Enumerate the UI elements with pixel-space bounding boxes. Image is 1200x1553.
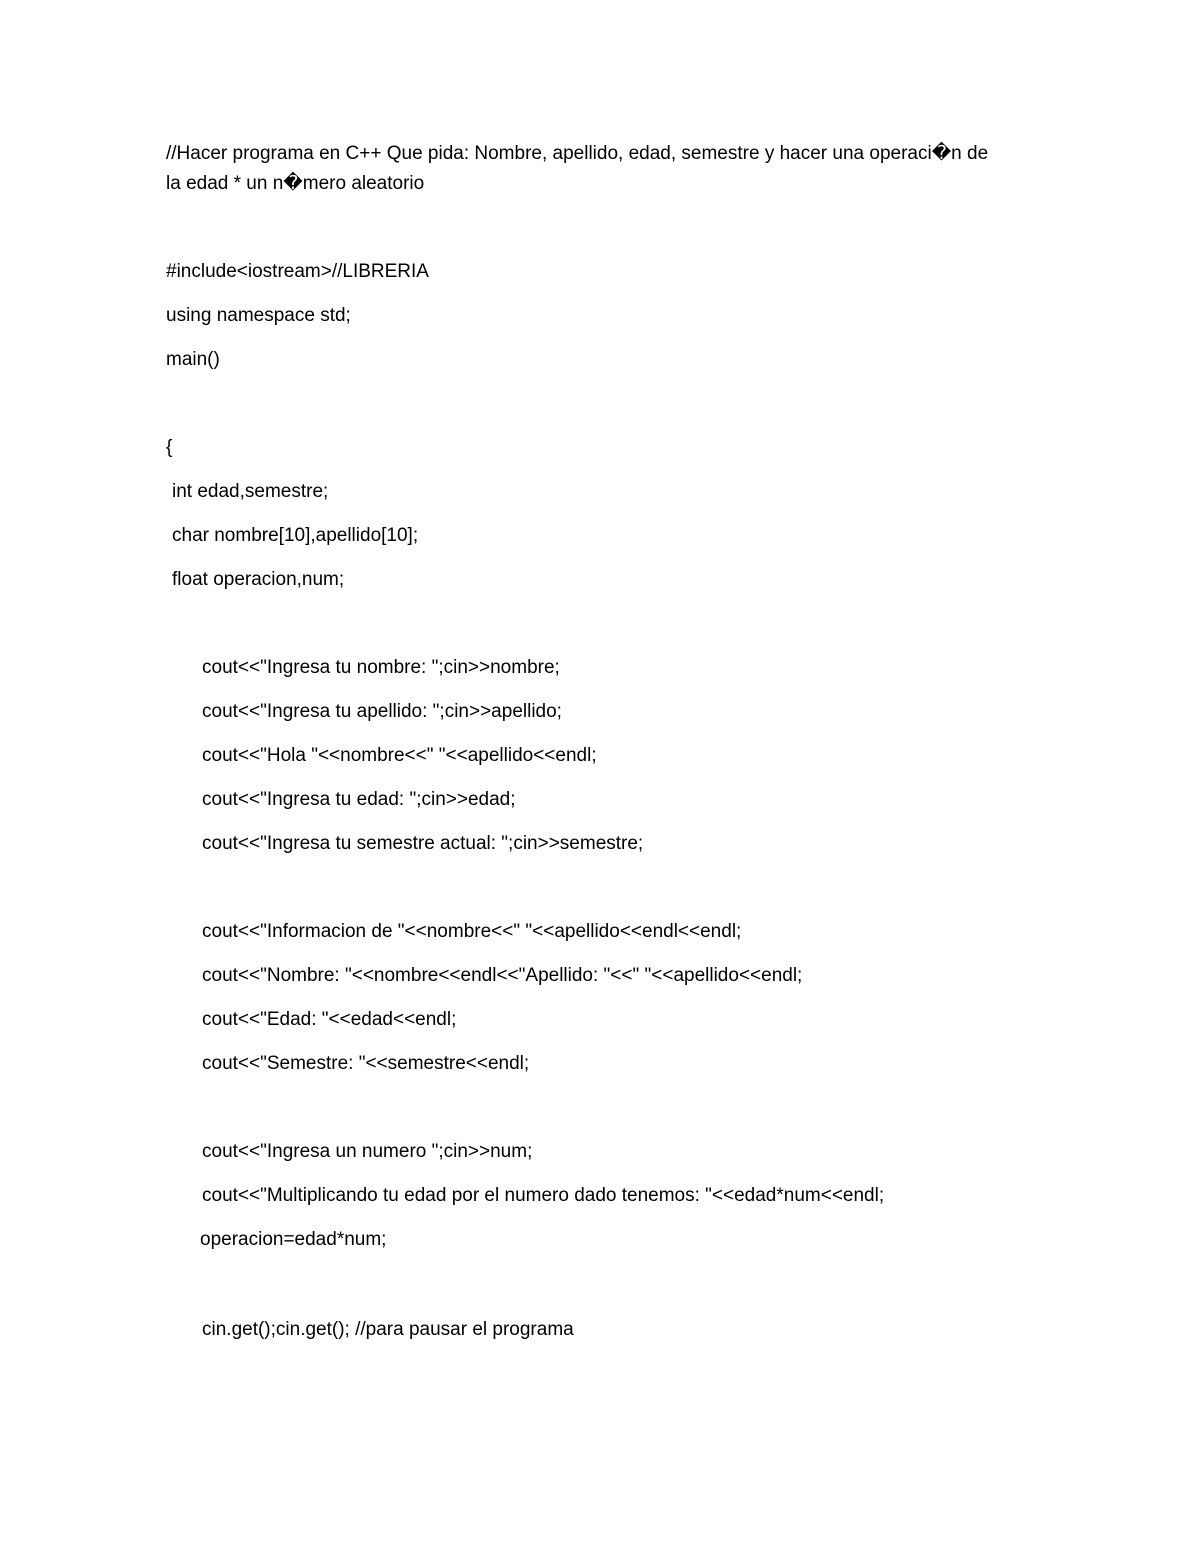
code-line-ingresa-numero: cout<<"Ingresa un numero ";cin>>num; bbox=[202, 1141, 533, 1162]
code-line-informacion: cout<<"Informacion de "<<nombre<<" "<<apellido<<endl<<endl; bbox=[202, 921, 742, 942]
code-line-hola: cout<<"Hola "<<nombre<<" "<<apellido<<endl; bbox=[202, 745, 597, 766]
using-namespace-line: using namespace std; bbox=[166, 305, 351, 326]
include-line: #include<iostream>//LIBRERIA bbox=[166, 261, 429, 282]
code-line-multiplicando: cout<<"Multiplicando tu edad por el numero dado tenemos: "<<edad*num<<endl; bbox=[202, 1185, 885, 1206]
declaration-line-int: int edad,semestre; bbox=[172, 481, 329, 502]
open-brace-line: { bbox=[166, 437, 173, 458]
code-line-nombre-apellido: cout<<"Nombre: "<<nombre<<endl<<"Apellido: "<<" "<<apellido<<endl; bbox=[202, 965, 803, 986]
code-line-edad-output: cout<<"Edad: "<<edad<<endl; bbox=[202, 1009, 457, 1030]
code-line-apellido: cout<<"Ingresa tu apellido: ";cin>>apellido; bbox=[202, 701, 562, 722]
code-line-semestre: cout<<"Ingresa tu semestre actual: ";cin>>semestre; bbox=[202, 833, 644, 854]
declaration-line-float: float operacion,num; bbox=[172, 569, 345, 590]
code-line-operacion: operacion=edad*num; bbox=[200, 1229, 387, 1250]
code-line-cin-get: cin.get();cin.get(); //para pausar el programa bbox=[202, 1319, 574, 1340]
comment-line-1: //Hacer programa en C++ Que pida: Nombre, apellido, edad, semestre y hacer una operaci�n de bbox=[166, 143, 989, 164]
code-line-edad: cout<<"Ingresa tu edad: ";cin>>edad; bbox=[202, 789, 516, 810]
code-line-semestre-output: cout<<"Semestre: "<<semestre<<endl; bbox=[202, 1053, 530, 1074]
main-line: main() bbox=[166, 349, 220, 370]
code-line-nombre: cout<<"Ingresa tu nombre: ";cin>>nombre; bbox=[202, 657, 560, 678]
declaration-line-char: char nombre[10],apellido[10]; bbox=[172, 525, 419, 546]
comment-line-2: la edad * un n�mero aleatorio bbox=[166, 173, 425, 194]
